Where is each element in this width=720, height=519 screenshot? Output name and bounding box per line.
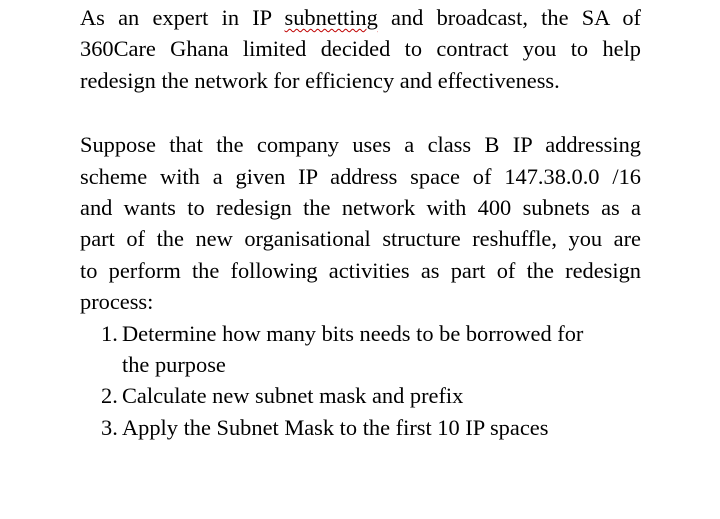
spellcheck-flagged-word[interactable]: subnetting [284, 5, 378, 30]
document-body [80, 2, 641, 443]
scenario-line-6: process: [80, 289, 154, 315]
list-item [80, 318, 641, 381]
list-item [80, 412, 641, 443]
scenario-line-5: to perform the following activities as part of the redesign [80, 257, 641, 283]
scenario-line-2: scheme with a given IP address space of 147.38.0.0 /16 [80, 163, 641, 189]
intro-line-3: redesign the network for efficiency and effectiveness. [80, 67, 560, 93]
scenario-line-1: Suppose that the company uses a class B IP addressing [80, 132, 641, 158]
list-item-number: 1. [101, 320, 118, 346]
list-item [80, 380, 641, 411]
list-item-number: 3. [101, 414, 118, 440]
task-list [80, 318, 641, 444]
intro-paragraph [80, 2, 641, 96]
intro-line-1 [80, 2, 641, 33]
intro-line-1-start: As an expert in IP [80, 5, 285, 30]
intro-line-2: 360Care Ghana limited decided to contract you to help [80, 36, 641, 62]
paragraph-spacer [80, 96, 641, 129]
list-item-text [122, 318, 641, 381]
list-item-text [122, 380, 641, 411]
scenario-line-3: and wants to redesign the network with 400 subnets as a [80, 195, 641, 221]
scenario-line-4: part of the new organisational structure reshuffle, you are [80, 226, 641, 252]
list-item-number: 2. [101, 383, 118, 409]
list-item-line: Apply the Subnet Mask to the first 10 IP spaces [122, 414, 549, 440]
list-item-text [122, 412, 641, 443]
list-item-line: Calculate new subnet mask and prefix [122, 383, 464, 409]
intro-line-1-end: and broadcast, the SA of [377, 5, 641, 30]
list-item-line: the purpose [122, 352, 226, 378]
scenario-paragraph [80, 129, 641, 317]
list-item-line: Determine how many bits needs to be borrowed for [122, 320, 584, 346]
